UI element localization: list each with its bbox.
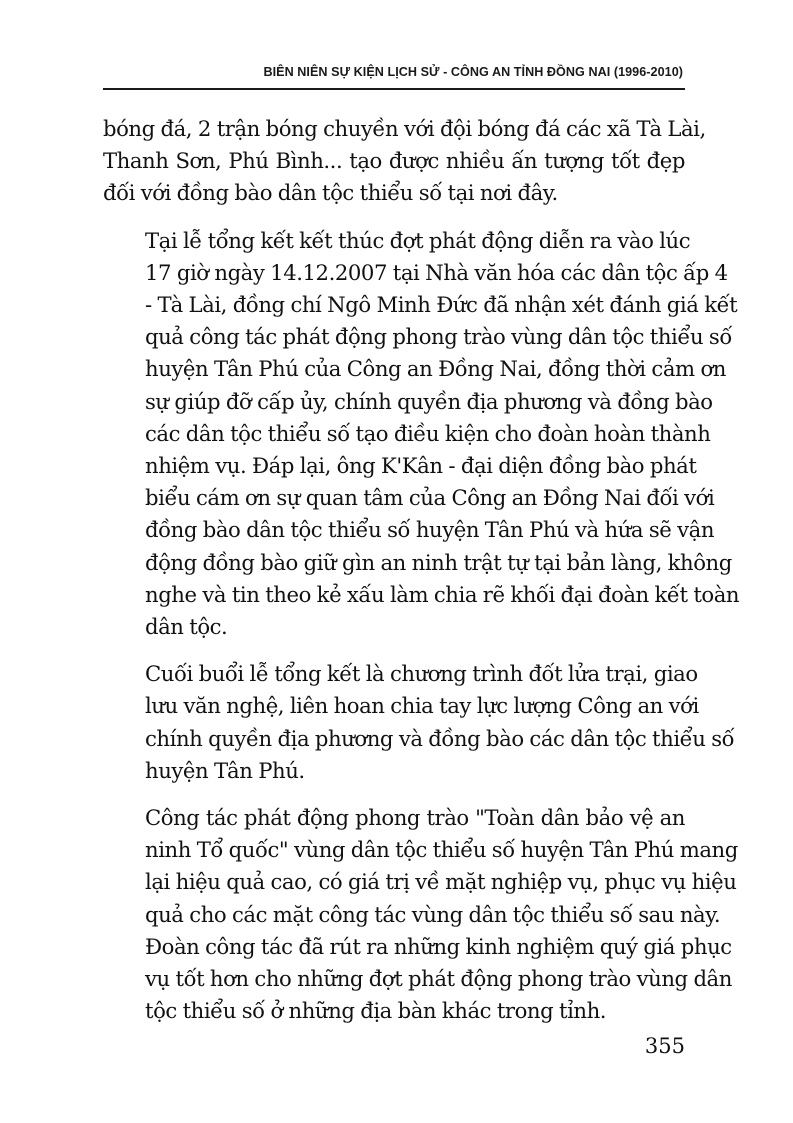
text-line: bóng đá, 2 trận bóng chuyền với đội bóng đá các xã Tà Lài,	[103, 116, 706, 141]
text-line: lưu văn nghệ, liên hoan chia tay lực lượng Công an với	[145, 693, 699, 719]
text-line: - Tà Lài, đồng chí Ngô Minh Đức đã nhận xét đánh giá kết	[145, 292, 738, 318]
text-line: chính quyền địa phương và đồng bào các dân tộc thiểu số	[145, 725, 735, 751]
text-line: Cuối buổi lễ tổng kết là chương trình đốt lửa trại, giao	[145, 661, 698, 687]
text-line: tộc thiểu số ở những địa bàn khác trong tỉnh.	[145, 998, 607, 1024]
text-line: ninh Tổ quốc" vùng dân tộc thiểu số huyện Tân Phú mang	[145, 837, 738, 863]
text-line: đối với đồng bào dân tộc thiểu số tại nơi đây.	[103, 180, 558, 206]
text-line: Thanh Sơn, Phú Bình... tạo được nhiều ấn tượng tốt đẹp	[103, 148, 685, 174]
text-line: huyện Tân Phú.	[145, 757, 305, 783]
text-line: lại hiệu quả cao, có giá trị về mặt nghiệp vụ, phục vụ hiệu	[145, 869, 737, 895]
text-line: sự giúp đỡ cấp ủy, chính quyền địa phương và đồng bào	[145, 388, 713, 414]
text-line: quả công tác phát động phong trào vùng dân tộc thiểu số	[145, 324, 732, 350]
text-line: biểu cám ơn sự quan tâm của Công an Đồng Nai đối với	[145, 485, 715, 511]
page-number: 355	[644, 1034, 685, 1058]
paragraph-2	[103, 225, 740, 644]
text-line: dân tộc.	[145, 614, 228, 640]
text-line: nhiệm vụ. Đáp lại, ông K'Kân - đại diện đồng bào phát	[145, 453, 697, 479]
text-line: các dân tộc thiểu số tạo điều kiện cho đoàn hoàn thành	[145, 420, 711, 446]
text-line: động đồng bào giữ gìn an ninh trật tự tại bản làng, không	[145, 549, 732, 575]
text-line: 17 giờ ngày 14.12.2007 tại Nhà văn hóa các dân tộc ấp 4	[145, 259, 728, 285]
text-line: vụ tốt hơn cho những đợt phát động phong trào vùng dân	[145, 966, 732, 992]
paragraph-4	[103, 802, 738, 1027]
text-line: đồng bào dân tộc thiểu số huyện Tân Phú và hứa sẽ vận	[145, 517, 715, 543]
text-line: Đoàn công tác đã rút ra những kinh nghiệm quý giá phục	[145, 933, 732, 959]
body-text	[103, 113, 740, 1042]
text-line: Tại lễ tổng kết kết thúc đợt phát động diễn ra vào lúc	[145, 227, 691, 253]
text-line: Công tác phát động phong trào "Toàn dân bảo vệ an	[145, 805, 685, 831]
running-header-title: BIÊN NIÊN SỰ KIỆN LỊCH SỬ - CÔNG AN TỈNH ĐỒNG NAI (1996-2010)	[263, 65, 683, 79]
paragraph-3	[103, 658, 735, 787]
text-line: nghe và tin theo kẻ xấu làm chia rẽ khối đại đoàn kết toàn	[145, 581, 740, 607]
paragraph-1	[103, 113, 706, 210]
text-line: quả cho các mặt công tác vùng dân tộc thiểu số sau này.	[145, 901, 721, 927]
text-line: huyện Tân Phú của Công an Đồng Nai, đồng thời cảm ơn	[145, 356, 726, 382]
running-header	[103, 64, 685, 90]
